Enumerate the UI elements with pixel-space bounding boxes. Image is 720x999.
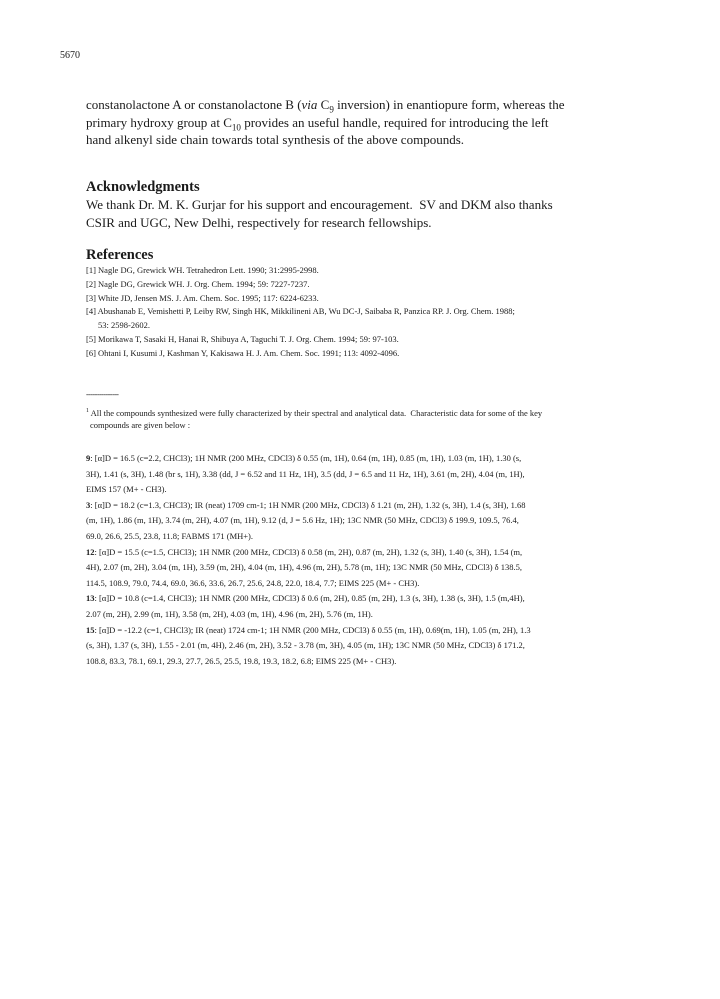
paragraph-line-2: primary hydroxy group at $C_{10}$ provides an useful handle, required for introducing the left <box>86 114 549 133</box>
acknowledgments-heading: Acknowledgments <box>86 179 200 195</box>
characterization-data <box>86 451 646 669</box>
compound-entry-3: 3: [α]D = 18.2 (c=1.3, CHCl3); IR (neat) 1709 cm-1; 1H NMR (200 MHz, CDCl3) δ 1.21 (m, 2H), 1.32 (s, 3H), 1.4 (s, 3H), 1.68 (m, 1H), 1.86 (m, 1H), 3.74 (m, 2H), 4.07 (m, 1H), 9.12 (d, J = 5.6 Hz, 1H); 13C NMR (50 MHz, CDCl3) δ 199.9, 109.5, 76.4, 69.0, 26.6, 25.5, 23.8, 11.8; FABMS 171 (MH+). <box>86 499 526 541</box>
reference-item: [5] Morikawa T, Sasaki H, Hanai R, Shibuya A, Taguchi T. J. Org. Chem. 1994; 59: 97-103. <box>86 333 399 344</box>
compound-entry-13: 13: [α]D = 10.8 (c=1.4, CHCl3); 1H NMR (200 MHz, CDCl3) δ 0.6 (m, 2H), 0.85 (m, 2H), 1.3 (s, 3H), 1.38 (s, 3H), 1.5 (m,4H), 2.07 (m, 2H), 2.99 (m, 1H), 3.58 (m, 2H), 4.03 (m, 1H), 4.96 (m, 2H), 5.76 (m, 1H). <box>86 593 525 619</box>
body-paragraph <box>86 96 646 149</box>
reference-item: [4] Abushanab E, Vemishetti P, Leiby RW, Singh HK, Mikkilineni AB, Wu DC-J, Saibaba R, Panzica RP. J. Org. Chem. 1988; <box>86 306 515 317</box>
reference-item: [2] Nagle DG, Grewick WH. J. Org. Chem. 1994; 59: 7227-7237. <box>86 278 310 289</box>
footnote-line-1: $^1$ All the compounds synthesized were fully characterized by their spectral and analytical data. Characteristic data for some of the key <box>86 408 543 418</box>
footnote <box>86 407 646 431</box>
acknowledgments-line-2: CSIR and UGC, New Delhi, respectively for research fellowships. <box>86 214 432 230</box>
reference-item: [6] Ohtani I, Kusumi J, Kashman Y, Kakisawa H. J. Am. Chem. Soc. 1991; 113: 4092-4096. <box>86 347 400 358</box>
paragraph-line-3: hand alkenyl side chain towards total synthesis of the above compounds. <box>86 132 465 147</box>
compound-entry-9: 9: [α]D = 16.5 (c=2.2, CHCl3); 1H NMR (200 MHz, CDCl3) δ 0.55 (m, 1H), 0.64 (m, 1H), 0.85 (m, 1H), 1.03 (m, 1H), 1.30 (s, 3H), 1.41 (s, 3H), 1.48 (br s, 1H), 3.38 (dd, J = 6.52 and 11 Hz, 1H), 3.5 (dd, J = 6.5 and 11 Hz, 1H), 3.61 (m, 2H), 4.04 (m, 1H), EIMS 157 (M+ - CH3). <box>86 453 525 495</box>
reference-item: [1] Nagle DG, Grewick WH. Tetrahedron Lett. 1990; 31:2995-2998. <box>86 265 319 275</box>
references-heading: References <box>86 247 154 263</box>
footnote-rule: --------------- <box>86 390 119 399</box>
reference-list <box>86 264 646 361</box>
compound-entry-15: 15: [α]D = -12.2 (c=1, CHCl3); IR (neat) 1724 cm-1; 1H NMR (200 MHz, CDCl3) δ 0.55 (m, 1H), 0.69(m, 1H), 1.05 (m, 2H), 1.3 (s, 3H), 1.37 (s, 3H), 1.55 - 2.01 (m, 4H), 2.46 (m, 2H), 3.52 - 3.78 (m, 3H), 4.05 (m, 1H); 13C NMR (50 MHz, CDCl3) δ 171.2, 108.8, 83.3, 78.1, 69.1, 29.3, 27.7, 26.5, 25.5, 19.8, 19.3, 18.2, 6.8; EIMS 225 (M+ - CH3). <box>86 624 531 666</box>
reference-item-continuation: 53: 2598-2602. <box>98 320 150 331</box>
compound-entry-12: 12: [α]D = 15.5 (c=1.5, CHCl3); 1H NMR (200 MHz, CDCl3) δ 0.58 (m, 2H), 0.87 (m, 2H), 1.32 (s, 3H), 1.40 (s, 3H), 1.54 (m, 4H), 2.07 (m, 2H), 3.04 (m, 1H), 3.59 (m, 2H), 4.04 (m, 1H), 4.96 (m, 2H), 5.78 (m, 1H); 13C NMR (50 MHz, CDCl3) δ 138.5, 114.5, 108.9, 79.0, 74.4, 69.0, 36.6, 33.6, 26.7, 25.6, 24.8, 22.0, 18.4, 7.7; EIMS 225 (M+ - CH3). <box>86 546 523 588</box>
acknowledgments-line-1: We thank Dr. M. K. Gurjar for his support and encouragement. SV and DKM also thanks <box>86 197 553 212</box>
page-number: 5670 <box>60 50 80 61</box>
footnote-line-2: compounds are given below : <box>90 420 191 430</box>
acknowledgments-text <box>86 196 646 231</box>
reference-item: [3] White JD, Jensen MS. J. Am. Chem. Soc. 1995; 117: 6224-6233. <box>86 292 319 303</box>
paragraph-line-1: constanolactone A or constanolactone B (via $C_9$ inversion) in enantiopure form, whereas the <box>86 97 565 115</box>
